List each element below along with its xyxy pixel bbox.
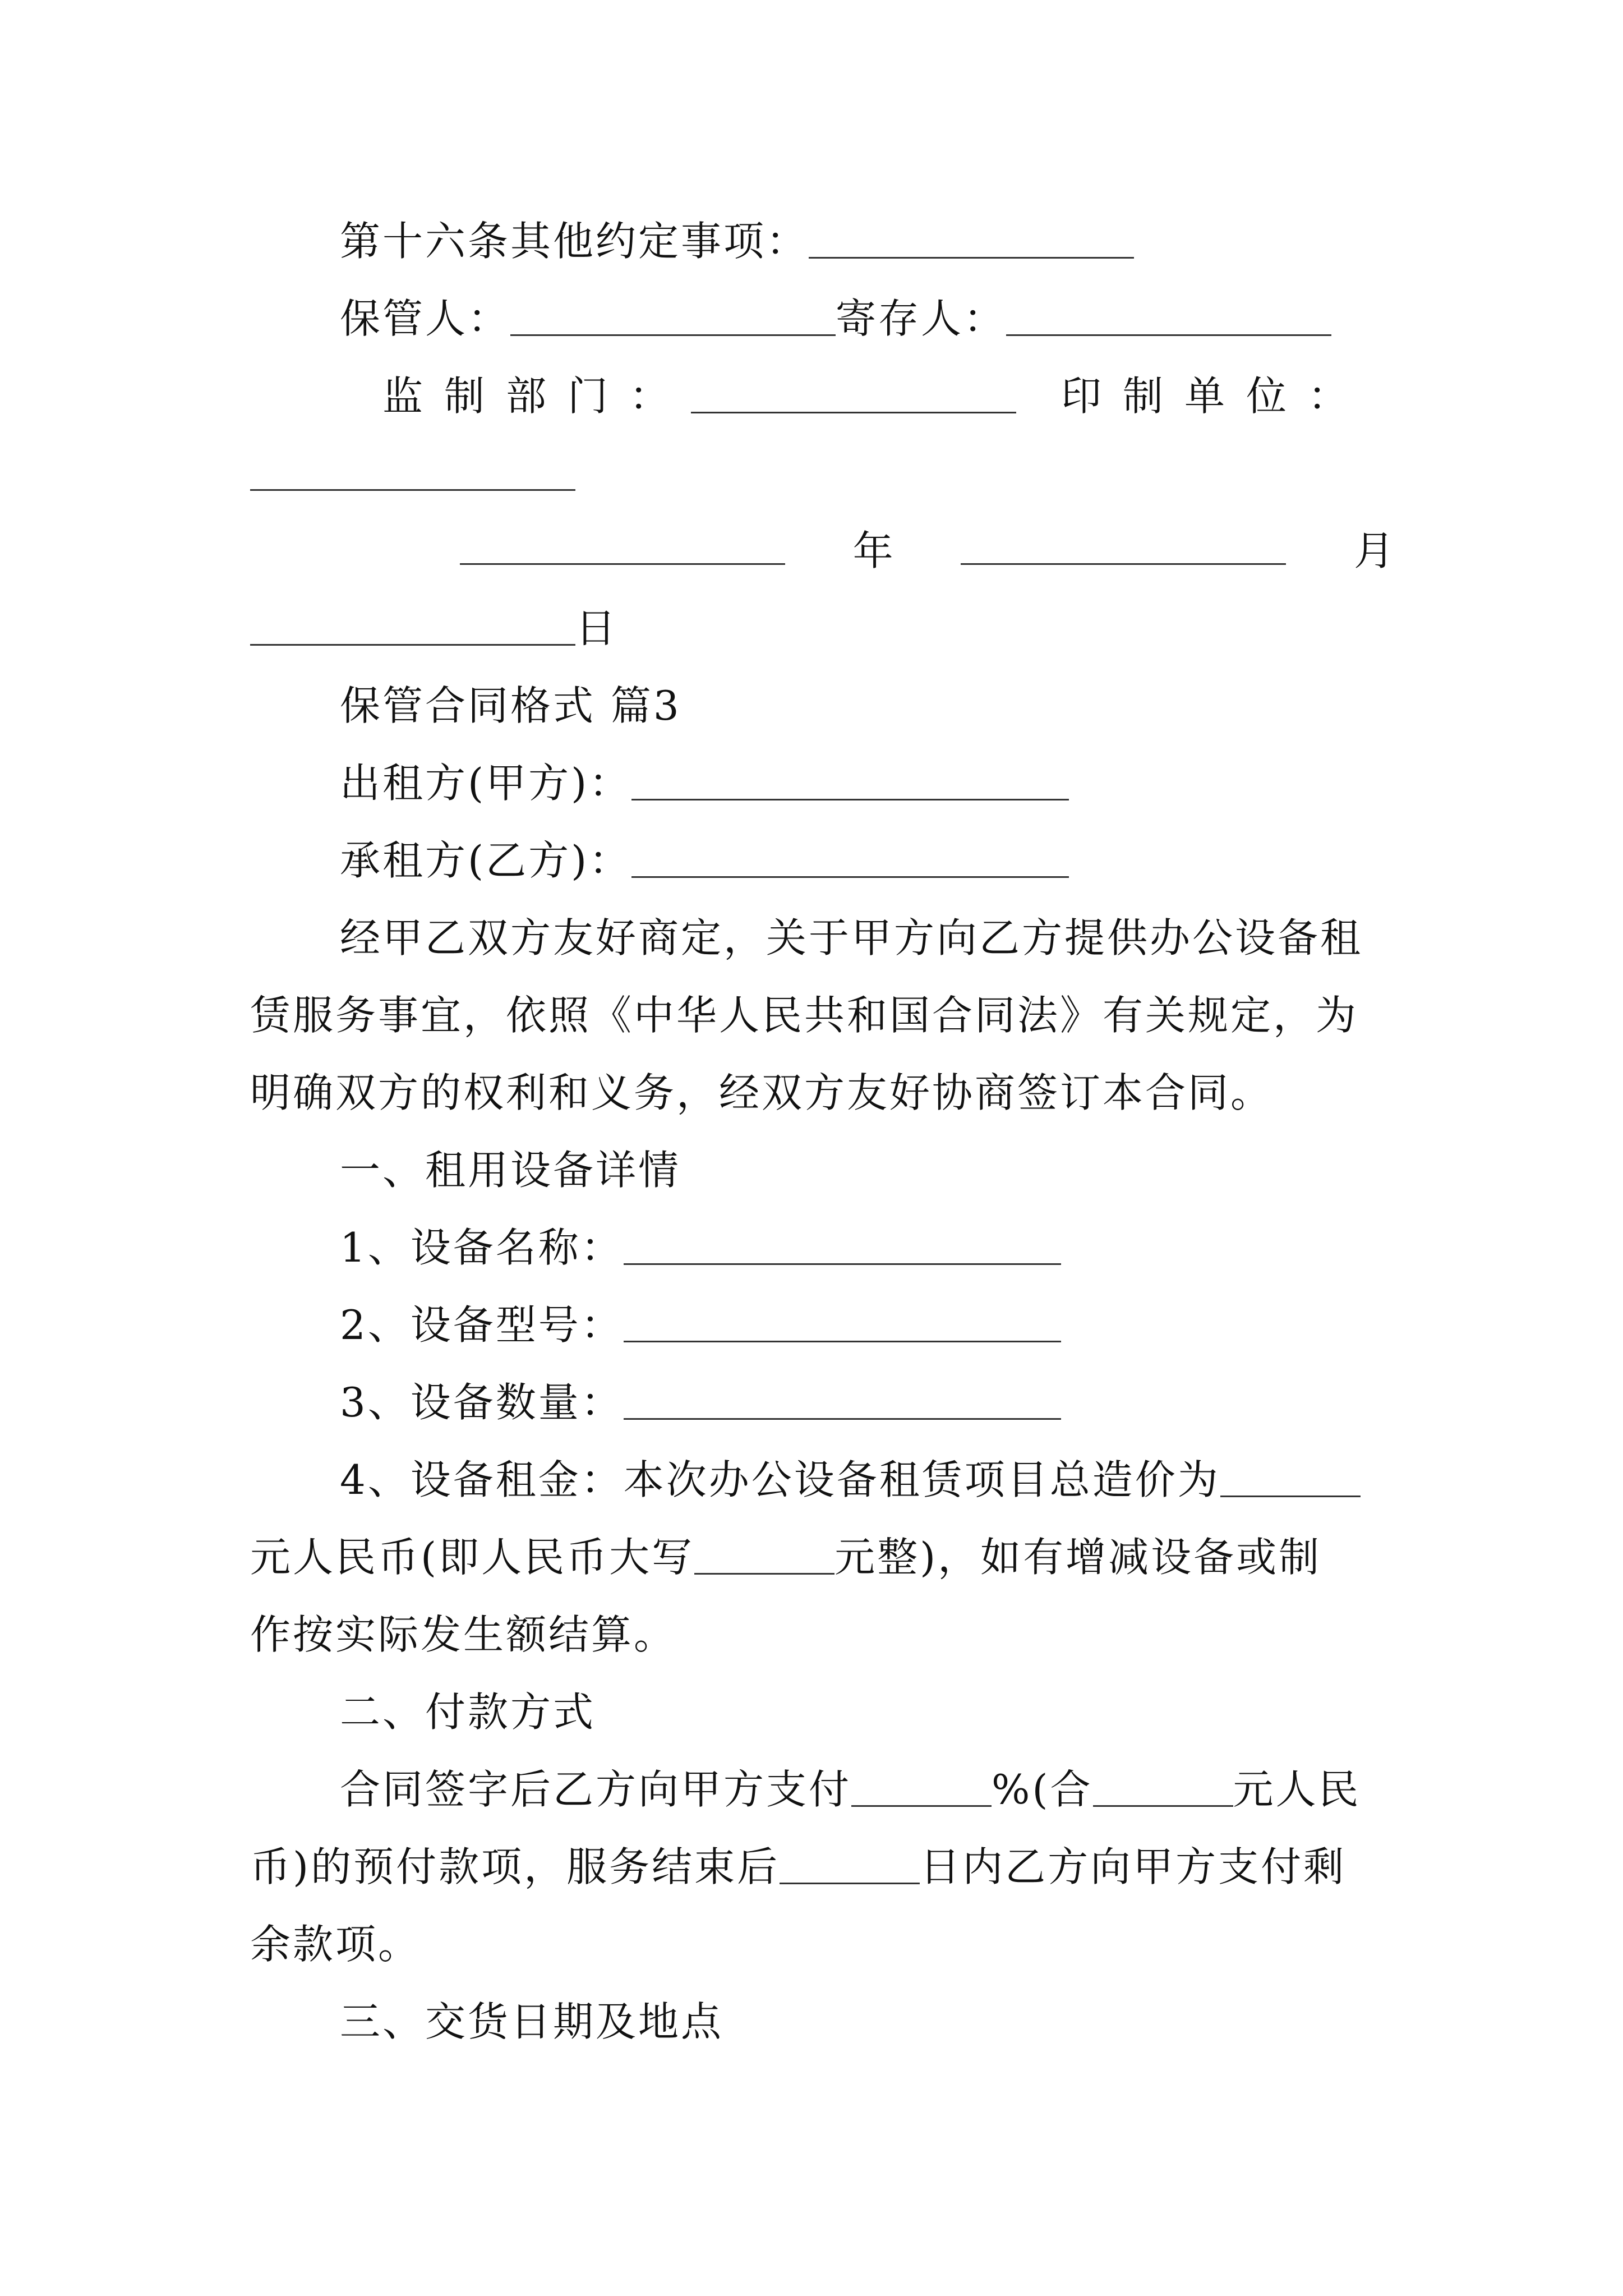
supervisor-printer-line (250, 369, 1394, 423)
item-label: 3、设备数量： (340, 1379, 624, 1426)
item-label: 1、设备名称： (340, 1224, 624, 1271)
paragraph-text: 币)的预付款项，服务结束后 (250, 1843, 780, 1890)
blank-field (631, 762, 1069, 800)
printing-unit-blank-line (250, 447, 1394, 500)
blank-field (694, 1536, 834, 1575)
blank-field (510, 297, 836, 336)
blank-field (250, 452, 575, 491)
blank-field (624, 1381, 1061, 1420)
year-label: 年 (852, 527, 893, 574)
supervising-dept-label: 监制部门： (382, 372, 691, 420)
paragraph-text: 元整)，如有增减设备或制 (834, 1534, 1322, 1581)
paragraph-line (250, 988, 1394, 1042)
payment-line (250, 1763, 1394, 1816)
paragraph-text: 作按实际发生额结算。 (250, 1611, 677, 1658)
blank-field (961, 526, 1286, 565)
paragraph-line (250, 1066, 1394, 1120)
blank-field (1006, 297, 1331, 336)
date-line (250, 524, 1394, 578)
rent-line (250, 1453, 1394, 1507)
rent-line (250, 1608, 1394, 1662)
blank-field (624, 1226, 1061, 1265)
other-terms-line (250, 214, 1394, 268)
day-label: 日 (575, 605, 619, 652)
paragraph-line (250, 911, 1394, 965)
section-title (250, 1143, 1394, 1197)
blank-field (851, 1768, 992, 1807)
blank-field (250, 607, 575, 646)
blank-field (691, 375, 1016, 413)
day-line (250, 601, 1394, 655)
blank-field (1220, 1458, 1361, 1497)
depositor-label: 寄存人： (836, 295, 1007, 342)
payment-line (250, 1917, 1394, 1971)
section-title-text: 二、付款方式 (340, 1688, 596, 1736)
paragraph-text: 元人民币(即人民币大写 (250, 1534, 695, 1581)
heading-text: 保管合同格式 篇3 (340, 682, 681, 729)
payment-line (250, 1840, 1394, 1894)
blank-field (809, 220, 1134, 259)
paragraph-text: 赁服务事宜，依照《中华人民共和国合同法》有关规定，为 (250, 992, 1359, 1039)
lessee-label: 承租方(乙方)： (340, 837, 632, 884)
paragraph-text: 余款项。 (250, 1921, 421, 1968)
lessor-line (250, 756, 1394, 810)
blank-field (1093, 1768, 1233, 1807)
paragraph-text: 日内乙方向甲方支付剩 (920, 1843, 1347, 1890)
section-heading (250, 679, 1394, 733)
equipment-quantity-line (250, 1375, 1394, 1429)
paragraph-text: 经甲乙双方友好商定，关于甲方向乙方提供办公设备租 (340, 914, 1363, 961)
paragraph-text: 明确双方的权利和义务，经双方友好协商签订本合同。 (250, 1069, 1274, 1116)
paragraph-text: %(合 (992, 1766, 1093, 1813)
equipment-model-line (250, 1298, 1394, 1352)
month-label: 月 (1353, 527, 1394, 574)
section-title (250, 1995, 1394, 2049)
section-title (250, 1685, 1394, 1739)
item-label: 2、设备型号： (340, 1301, 624, 1349)
section-title-text: 一、租用设备详情 (340, 1147, 681, 1194)
section-title-text: 三、交货日期及地点 (340, 1998, 724, 2045)
printing-unit-label: 印制单位： (1061, 372, 1370, 420)
custodian-depositor-line (250, 292, 1394, 346)
lessee-line (250, 834, 1394, 887)
item-label: 4、设备租金：本次办公设备租赁项目总造价为 (340, 1456, 1220, 1503)
rent-line (250, 1530, 1394, 1584)
equipment-name-line (250, 1221, 1394, 1274)
other-terms-label: 第十六条其他约定事项： (340, 218, 809, 265)
blank-field (624, 1304, 1061, 1342)
blank-field (631, 839, 1069, 878)
custodian-label: 保管人： (340, 295, 511, 342)
paragraph-text: 合同签字后乙方向甲方支付 (340, 1766, 852, 1813)
blank-field (460, 526, 785, 565)
paragraph-text: 元人民 (1233, 1766, 1361, 1813)
lessor-label: 出租方(甲方)： (340, 760, 632, 807)
blank-field (780, 1846, 920, 1884)
